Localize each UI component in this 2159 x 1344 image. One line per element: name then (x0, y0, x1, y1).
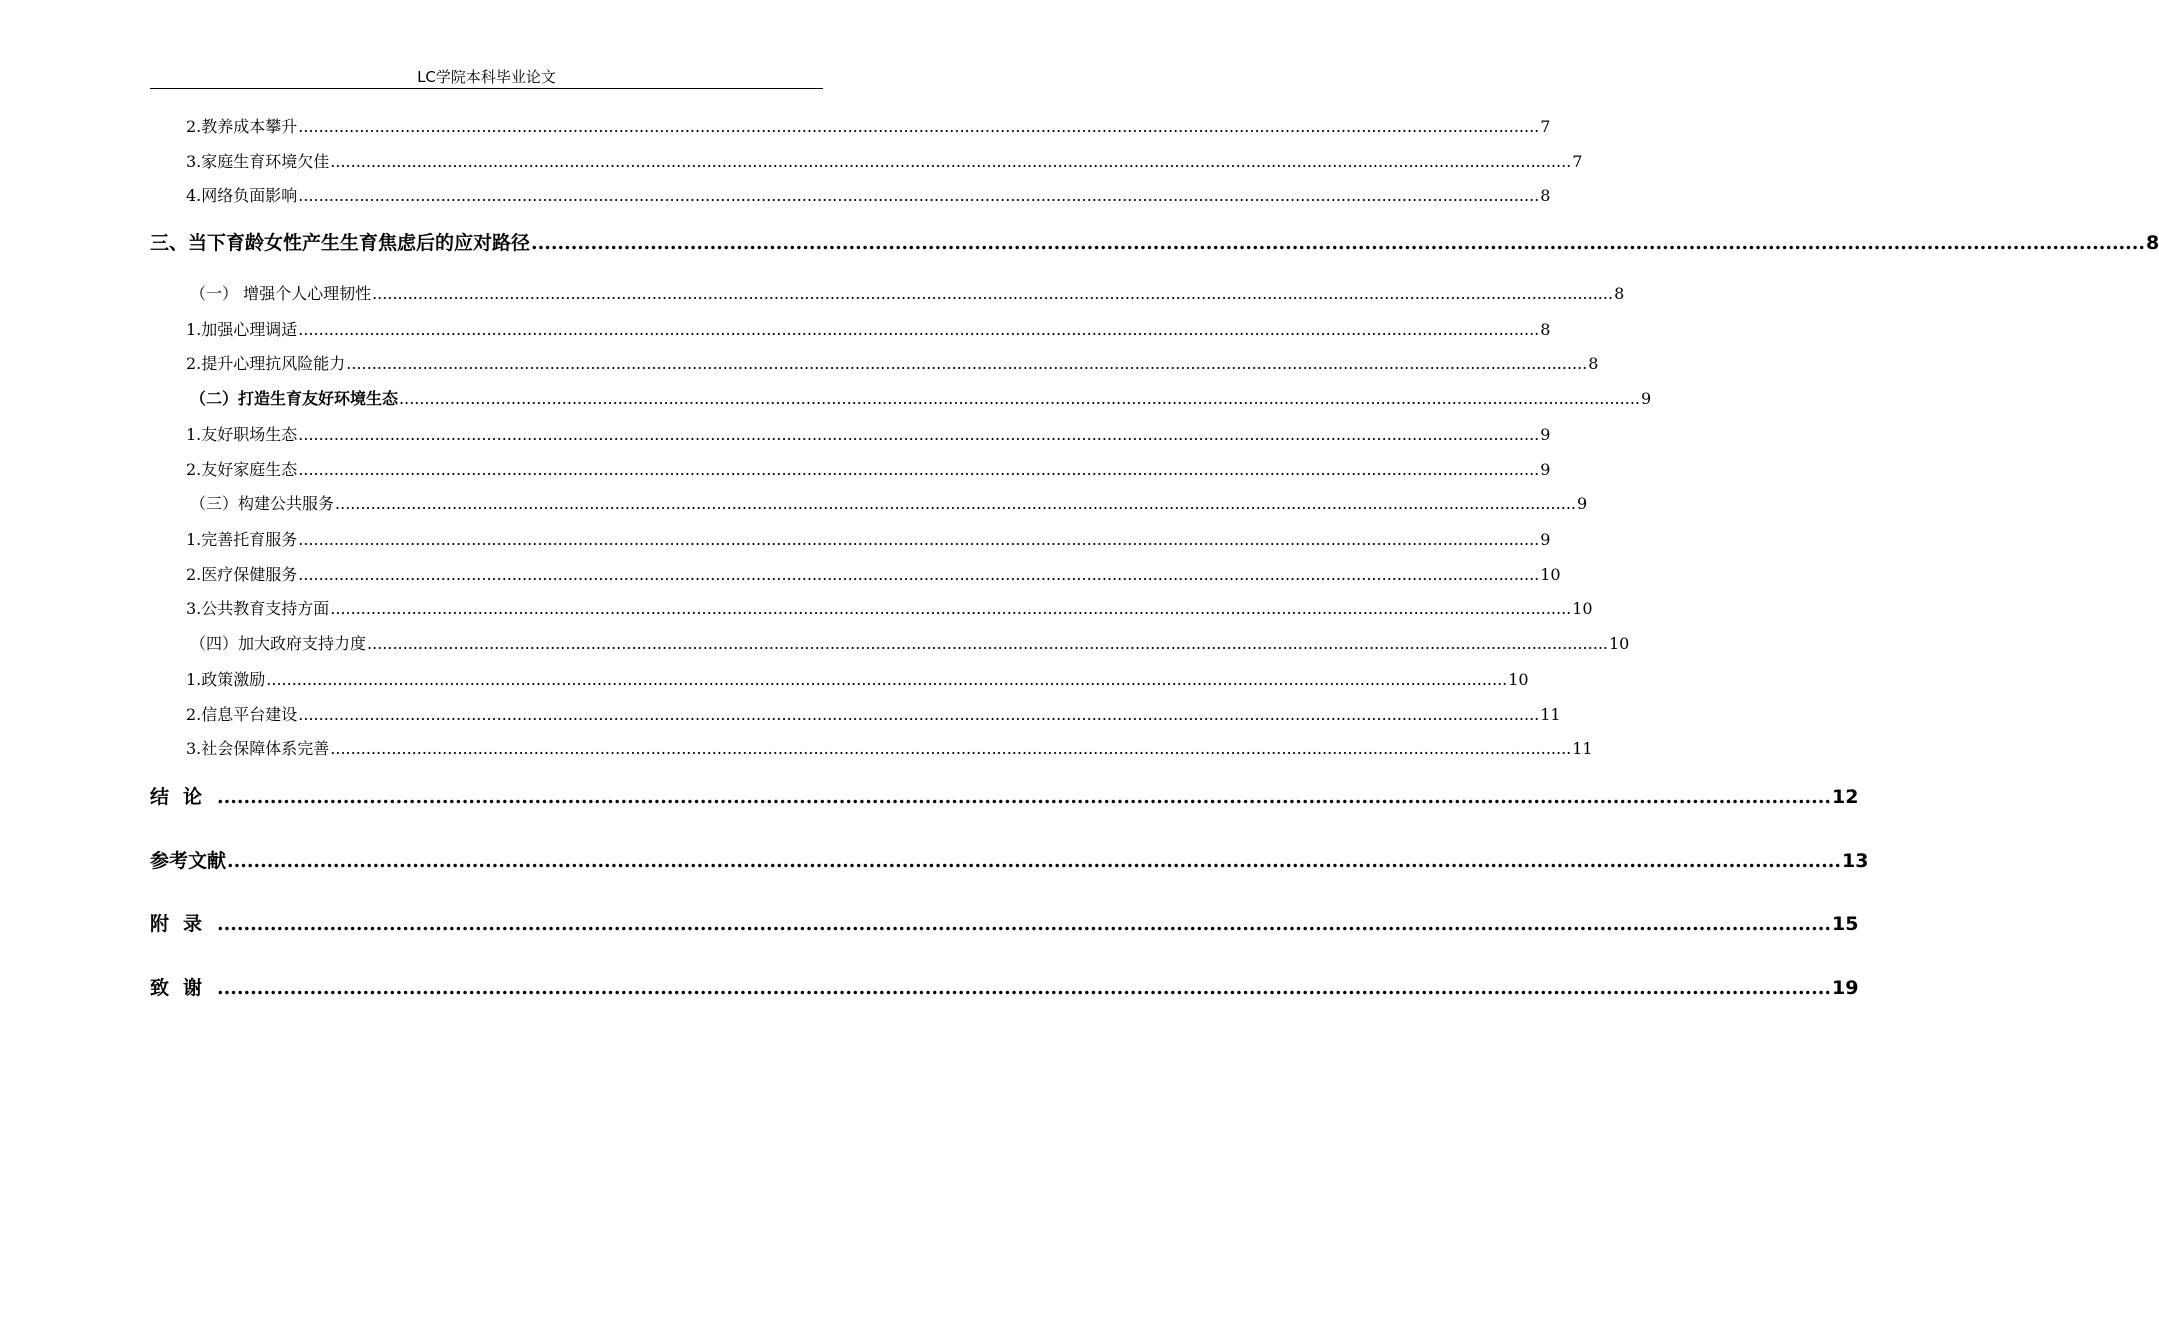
toc-entry-title: 4.网络负面影响 (186, 186, 298, 205)
toc-entry[interactable] (186, 186, 1551, 206)
toc-leader-dots: .................................................................................................................................................................................................................................................... (227, 850, 1842, 872)
toc-leader-dots: .................................................................................................................................................................................................................................................... (399, 389, 1640, 408)
toc-entry-page: 10 (1508, 670, 1529, 689)
toc-leader-dots: .................................................................................................................................................................................................................................................... (217, 977, 1832, 999)
toc-section[interactable] (186, 389, 1652, 409)
toc-entry-page: 8 (1540, 320, 1551, 339)
toc-section-title: （二）打造生育友好环境生态 (190, 389, 399, 408)
toc-entry-title: 1.友好职场生态 (186, 425, 298, 444)
toc-entry-page: 9 (1540, 425, 1551, 444)
toc-entry-title: 2.提升心理抗风险能力 (186, 354, 346, 373)
toc-entry[interactable] (186, 565, 1561, 585)
toc-chapter-title: 结论 (150, 786, 217, 808)
toc-leader-dots: .................................................................................................................................................................................................................................................... (217, 786, 1832, 808)
toc-chapter-page: 8 (2146, 232, 2159, 254)
toc-section[interactable] (186, 634, 1630, 654)
toc-entry-page: 11 (1540, 705, 1561, 724)
toc-leader-dots: .................................................................................................................................................................................................................................................... (298, 530, 1540, 549)
toc-section-title: （四）加大政府支持力度 (190, 634, 367, 653)
toc-entry-title: 2.教养成本攀升 (186, 117, 298, 136)
toc-entry[interactable] (186, 599, 1593, 619)
toc-chapter-title: 致谢 (150, 977, 217, 999)
toc-chapter[interactable] (150, 976, 1859, 1000)
toc-entry[interactable] (186, 460, 1551, 480)
toc-leader-dots: .................................................................................................................................................................................................................................................... (330, 739, 1572, 758)
toc-chapter[interactable] (150, 912, 1859, 936)
toc-entry[interactable] (186, 320, 1551, 340)
toc-entry[interactable] (186, 530, 1551, 550)
toc-chapter[interactable] (150, 785, 1859, 809)
toc-entry-page: 11 (1572, 739, 1593, 758)
toc-leader-dots: .................................................................................................................................................................................................................................................... (330, 152, 1572, 171)
page-header: LC学院本科毕业论文 (150, 66, 823, 89)
toc-entry-title: 1.完善托育服务 (186, 530, 298, 549)
toc-entry-page: 9 (1540, 460, 1551, 479)
toc-section[interactable] (186, 494, 1588, 514)
toc-leader-dots: .................................................................................................................................................................................................................................................... (335, 494, 1576, 513)
toc-leader-dots: .................................................................................................................................................................................................................................................... (330, 599, 1572, 618)
toc-leader-dots: .................................................................................................................................................................................................................................................... (531, 232, 2146, 254)
toc-chapter-page: 13 (1842, 850, 1869, 872)
toc-chapter-title: 附录 (150, 913, 217, 935)
toc-entry-page: 9 (1540, 530, 1551, 549)
toc-section-page: 9 (1576, 494, 1588, 513)
toc-leader-dots: .................................................................................................................................................................................................................................................... (298, 565, 1540, 584)
toc-leader-dots: .................................................................................................................................................................................................................................................... (298, 117, 1540, 136)
toc-section[interactable] (186, 284, 1625, 304)
toc-section-page: 9 (1640, 389, 1652, 408)
toc-entry-page: 7 (1572, 152, 1583, 171)
toc-leader-dots: .................................................................................................................................................................................................................................................... (298, 320, 1540, 339)
toc-section-title: （一） 增强个人心理韧性 (190, 284, 372, 303)
toc-entry-title: 1.政策激励 (186, 670, 266, 689)
toc-entry[interactable] (186, 117, 1551, 137)
toc-entry-title: 1.加强心理调适 (186, 320, 298, 339)
toc-section-page: 10 (1608, 634, 1630, 653)
toc-entry[interactable] (186, 705, 1561, 725)
toc-entry-title: 3.社会保障体系完善 (186, 739, 330, 758)
toc-leader-dots: .................................................................................................................................................................................................................................................... (298, 460, 1540, 479)
toc-leader-dots: .................................................................................................................................................................................................................................................... (367, 634, 1608, 653)
toc-entry[interactable] (186, 739, 1593, 759)
toc-leader-dots: .................................................................................................................................................................................................................................................... (298, 186, 1540, 205)
toc-chapter-page: 12 (1832, 786, 1859, 808)
toc-entry-title: 2.友好家庭生态 (186, 460, 298, 479)
toc-entry-page: 8 (1540, 186, 1551, 205)
toc-leader-dots: .................................................................................................................................................................................................................................................... (217, 913, 1832, 935)
toc-chapter[interactable] (150, 231, 2159, 255)
toc-entry[interactable] (186, 152, 1583, 172)
toc-chapter-page: 15 (1832, 913, 1859, 935)
toc-entry-page: 8 (1588, 354, 1599, 373)
toc-entry[interactable] (186, 670, 1529, 690)
toc-section-title: （三）构建公共服务 (190, 494, 335, 513)
toc-entry-title: 3.公共教育支持方面 (186, 599, 330, 618)
toc-section-page: 8 (1614, 284, 1625, 303)
toc-entry-page: 7 (1540, 117, 1551, 136)
toc-leader-dots: .................................................................................................................................................................................................................................................... (372, 284, 1614, 303)
toc-entry-page: 10 (1572, 599, 1593, 618)
toc-entry-page: 10 (1540, 565, 1561, 584)
toc-leader-dots: .................................................................................................................................................................................................................................................... (266, 670, 1508, 689)
toc-leader-dots: .................................................................................................................................................................................................................................................... (298, 425, 1540, 444)
toc-chapter-title: 参考文献 (150, 850, 227, 872)
toc-entry-title: 3.家庭生育环境欠佳 (186, 152, 330, 171)
toc-entry[interactable] (186, 425, 1551, 445)
toc-leader-dots: .................................................................................................................................................................................................................................................... (298, 705, 1540, 724)
toc-chapter-title: 三、当下育龄女性产生生育焦虑后的应对路径 (150, 232, 531, 254)
toc-entry[interactable] (186, 354, 1599, 374)
toc-entry-title: 2.信息平台建设 (186, 705, 298, 724)
toc-chapter[interactable] (150, 849, 1869, 873)
toc-chapter-page: 19 (1832, 977, 1859, 999)
toc-leader-dots: .................................................................................................................................................................................................................................................... (346, 354, 1588, 373)
toc-entry-title: 2.医疗保健服务 (186, 565, 298, 584)
